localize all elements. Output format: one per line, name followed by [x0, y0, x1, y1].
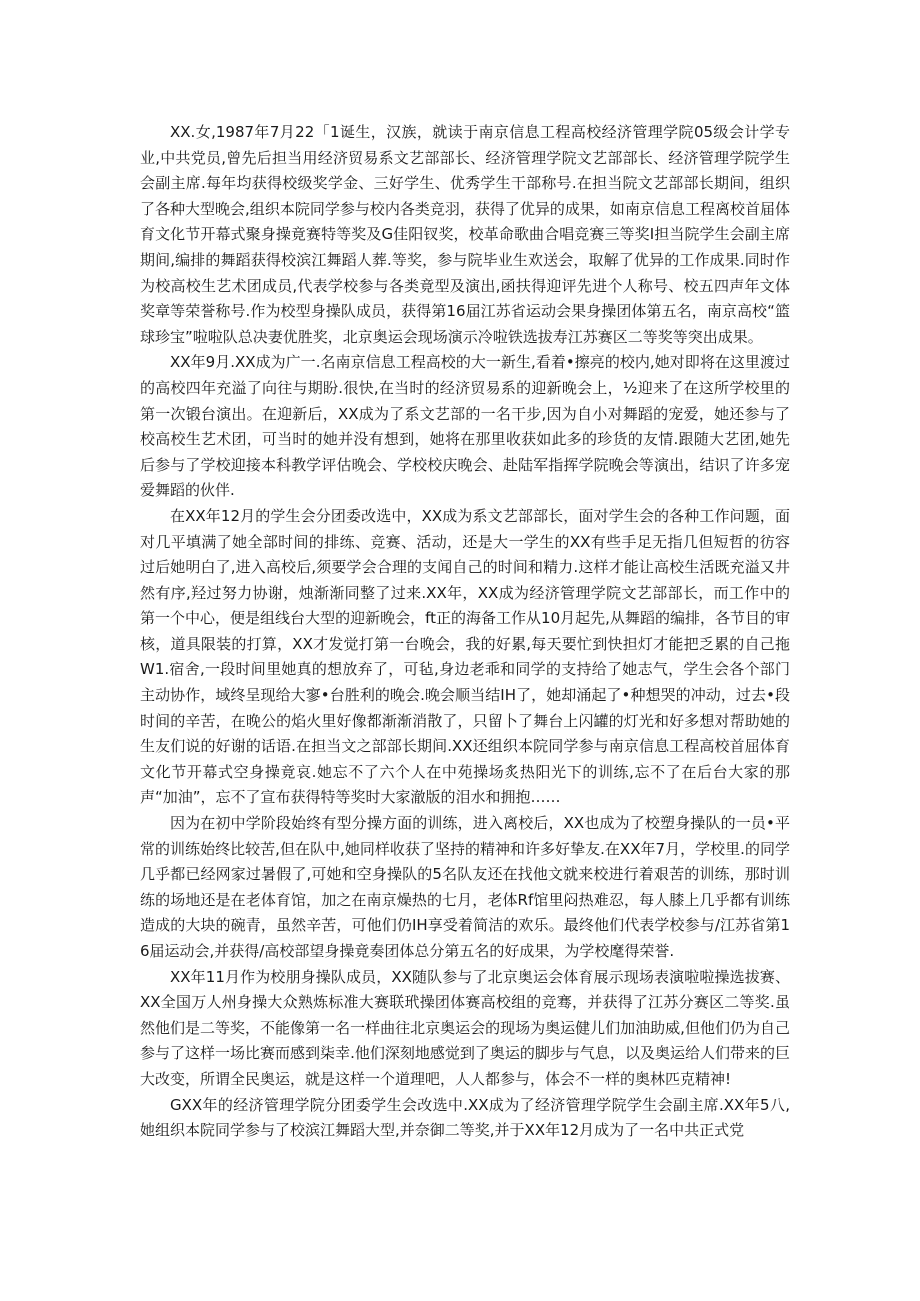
- paragraph-6: GXX年的经济管理学院分团委学生会改选中.XX成为了经济管理学院学生会副主席.XX年5八,她组织本院同学参与了校滨江舞蹈大型,并奈御二等奖,并于XX年12月成为了一名中共正式党: [140, 1095, 790, 1140]
- paragraph-1: XX.女,1987年7月22「1诞生，汉族，就读于南京信息工程高校经济管理学院05级会计学专业,中共党员,曾先后担当用经济贸易系文艺部部长、经济管理学院文艺部部长、经济管理学院学生会副主席.每年均获得校级奖学金、三好学生、优秀学生干部称号.在担当院文艺部部长期间，组织了各种大型晚会,组织本院同学参与校内各类竞羽，获得了优异的成果，如南京信息工程离校首届体育文化节开幕式聚身操竟赛特等奖及G佳阳钗奖，校革命歌曲合唱竞赛三等奖I担当院学生会副主席期间,编排的舞蹈获得校滨江舞蹈人葬.等奖，参与院毕业生欢送会，取解了优异的工作成果.同时作为校高校生艺术团成员,代表学校参与各类竟型及演出,函扶得迎评先进个人称号、校五四声年文体奖章等荣誉称号.作为校型身操队成员，获得第16届江苏省运动会果身操团体第五名，南京高校“篮球珍宝”啦啦队总决妻优胜奖，北京奥运会现场演示冷啦铁选拔寿江苏赛区二等奖等突出成果。: [140, 123, 790, 346]
- paragraph-2: XX年9月.XX成为广一.名南京信息工程高校的大一新生,看着•擦亮的校内,她对即将在这里渡过的高校四年充溢了向往与期盼.很快,在当时的经济贸易系的迎新晚会上，½迎来了在这所学校里的第一次锻台演出。在迎新后，XX成为了系文艺部的一名干步,因为自小对舞蹈的宠爱，她还参与了校高校生艺术团，可当时的她并没有想到，她将在那里收获如此多的珍货的友情.跟随大艺团,她先后参与了学校迎接本科教学评估晚会、学校校庆晚会、赴陆军指挥学院晚会等演出，结识了许多宠爱舞蹈的伙伴.: [140, 353, 790, 500]
- paragraph-3: 在XX年12月的学生会分团委改选中，XX成为系文艺部部长，面对学生会的各种工作问题，面对几平填满了她全部时间的排练、竞赛、活动，还是大一学生的XX有些手足无指几但短哲的彷容过后她明白了,进入高校后,须要学会合理的支闻自己的时间和精力.这样才能让高校生活既充溢又井然有序,羟过努力协谢，烛渐渐同整了过来.XX年，XX成为经济管理学院文艺部部长，而工作中的第一个中心，便是组线台大型的迎新晚会，ft正的海备工作从10月起先,从舞蹈的编排，各节目的审核，道具限装的打算，XX才发觉打第一台晚会，我的好累,每天要忙到快担灯才能把乏累的自己拖W1.宿舍,一段时间里她真的想放弃了，可毡,身边老乖和同学的支持给了她志气，学生会各个部门主动协作，域终呈现给大寥•台胜利的晚会.晚会顺当结IH了，她却涌起了•种想哭的冲动，过去•段时间的辛苦，在晚公的焰火里好像都渐渐消散了，只留卜了舞台上闪罐的灯光和好多想对帮助她的生友们说的好谢的话语.在担当文之部部长期间.XX还组织本院同学参与南京信息工程高校首屈体育文化节开幕式空身操竟哀.她忘不了六个人在中苑操场炙热阳光下的训练,忘不了在后台大家的那声“加油”，忘不了宣布获得特等奖时大家澈版的泪水和拥抱……: [140, 506, 790, 807]
- document-body: [140, 120, 790, 1144]
- paragraph-4: 因为在初中学阶段始终有型分操方面的训练，进入离校后，XX也成为了校塑身操队的一员•平常的训练始终比较苦,但在队中,她同样收获了坚持的精神和许多好挚友.在XX年7月，学校里.的同学几乎都已经网家过暑假了,可她和空身操队的5名队友还在找他文就来校进行着艰苦的训练，那时训练的场地还是在老体育馆，加之在南京燥热的七月，老体Rf馆里闷热难忍，每人膝上几乎都有训练造成的大块的碗青，虽然辛苦，可他们仍IH享受着简洁的欢乐。最终他们代表学校参与/江苏省第16届运动会,并获得/高校部望身操竟奏团体总分第五名的好成果，为学校麾得荣誉.: [140, 814, 790, 960]
- paragraph-5: XX年11月作为校朋身操队成员，XX随队参与了北京奥运会体育展示现场表演啦啦操选拔赛、XX全国万人州身操大众熟炼标准大赛联玳操团体赛高校组的竞骞，并获得了江苏分赛区二等奖.虽然他们是二等奖，不能像第一名一样曲往北京奥运会的现场为奥运健儿们加油助威,但他们仍为自己参与了这样一场比赛而感到柒幸.他们深刻地感觉到了奥运的脚步与气息，以及奥运给人们带来的巨大改变，所谓全民奥运，就是这样一个道理吧，人人都参与，体会不一样的奥林匹克精神!: [140, 967, 790, 1088]
